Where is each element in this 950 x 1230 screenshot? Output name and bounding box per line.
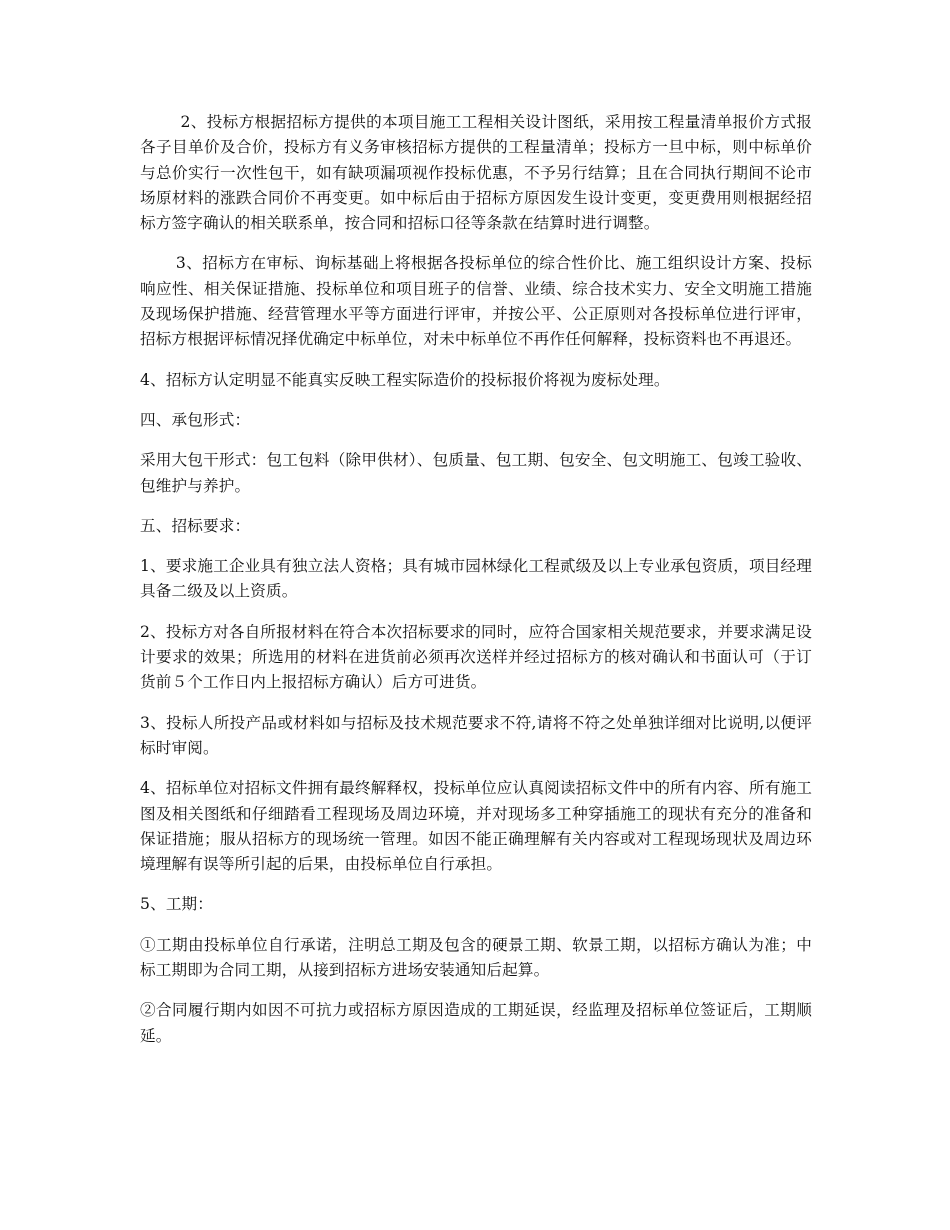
paragraph-requirement-qualification: 1、要求施工企业具有独立法人资格；具有城市园林绿化工程贰级及以上专业承包资质，项目经理具备二级及以上资质。 [140, 557, 812, 601]
section-heading-requirements: 五、招标要求： [140, 516, 251, 535]
document-body [140, 110, 812, 1064]
paragraph-schedule-commitment: ①工期由投标单位自行承诺，注明总工期及包含的硬景工期、软景工期，以招标方确认为准；中标工期即为合同工期，从接到招标方进场安装通知后起算。 [140, 935, 812, 980]
section-heading-contract-form: 四、承包形式： [140, 410, 251, 429]
paragraph-requirement-materials: 2、投标方对各自所报材料在符合本次招标要求的同时，应符合国家相关规范要求，并要求满足设计要求的效果；所选用的材料在进货前必须再次送样并经过招标方的核对确认和书面认可（于订货前５个工作日内上报招标方确认）后方可进货。 [140, 622, 812, 692]
paragraph-schedule-extension: ②合同履行期内如因不可抗力或招标方原因造成的工期延误，经监理及招标单位签证后，工期顺延。 [140, 1001, 812, 1045]
paragraph-requirement-interpretation: 4、招标单位对招标文件拥有最终解释权，投标单位应认真阅读招标文件中的所有内容、所有施工图及相关图纸和仔细踏看工程现场及周边环境，并对现场多工种穿插施工的现状有充分的准备和保证措施；服从招标方的现场统一管理。如因不能正确理解有关内容或对工程现场现状及周边环境理解有误等所引起的后果，由投标单位自行承担。 [140, 779, 812, 874]
paragraph-bid-pricing: 2、投标方根据招标方提供的本项目施工工程相关设计图纸，采用按工程量清单报价方式报各子目单价及合价，投标方有义务审核招标方提供的工程量清单；投标方一旦中标，则中标单价与总价实行一次性包干，如有缺项漏项视作投标优惠，不予另行结算；且在合同执行期间不论市场原材料的涨跌合同价不再变更。如中标后由于招标方原因发生设计变更，变更费用则根据经招标方签字确认的相关联系单，按合同和招标口径等条款在结算时进行调整。 [140, 113, 812, 233]
paragraph-evaluation: 3、招标方在审标、询标基础上将根据各投标单位的综合性价比、施工组织设计方案、投标响应性、相关保证措施、投标单位和项目班子的信誉、业绩、综合技术实力、安全文明施工措施及现场保护措施、经营管理水平等方面进行评审，并按公平、公正原则对各投标单位进行评审，招标方根据评标情况择优确定中标单位，对未中标单位不再作任何解释，投标资料也不再退还。 [140, 254, 812, 349]
paragraph-contract-form: 采用大包干形式：包工包料（除甲供材）、包质量、包工期、包安全、包文明施工、包竣工验收、包维护与养护。 [140, 451, 812, 495]
paragraph-schedule-heading: 5、工期： [140, 895, 214, 914]
paragraph-invalid-bid: 4、招标方认定明显不能真实反映工程实际造价的投标报价将视为废标处理。 [140, 370, 670, 389]
paragraph-requirement-deviation: 3、投标人所投产品或材料如与招标及技术规范要求不符,请将不符之处单独详细对比说明,以便评标时审阅。 [140, 713, 812, 757]
